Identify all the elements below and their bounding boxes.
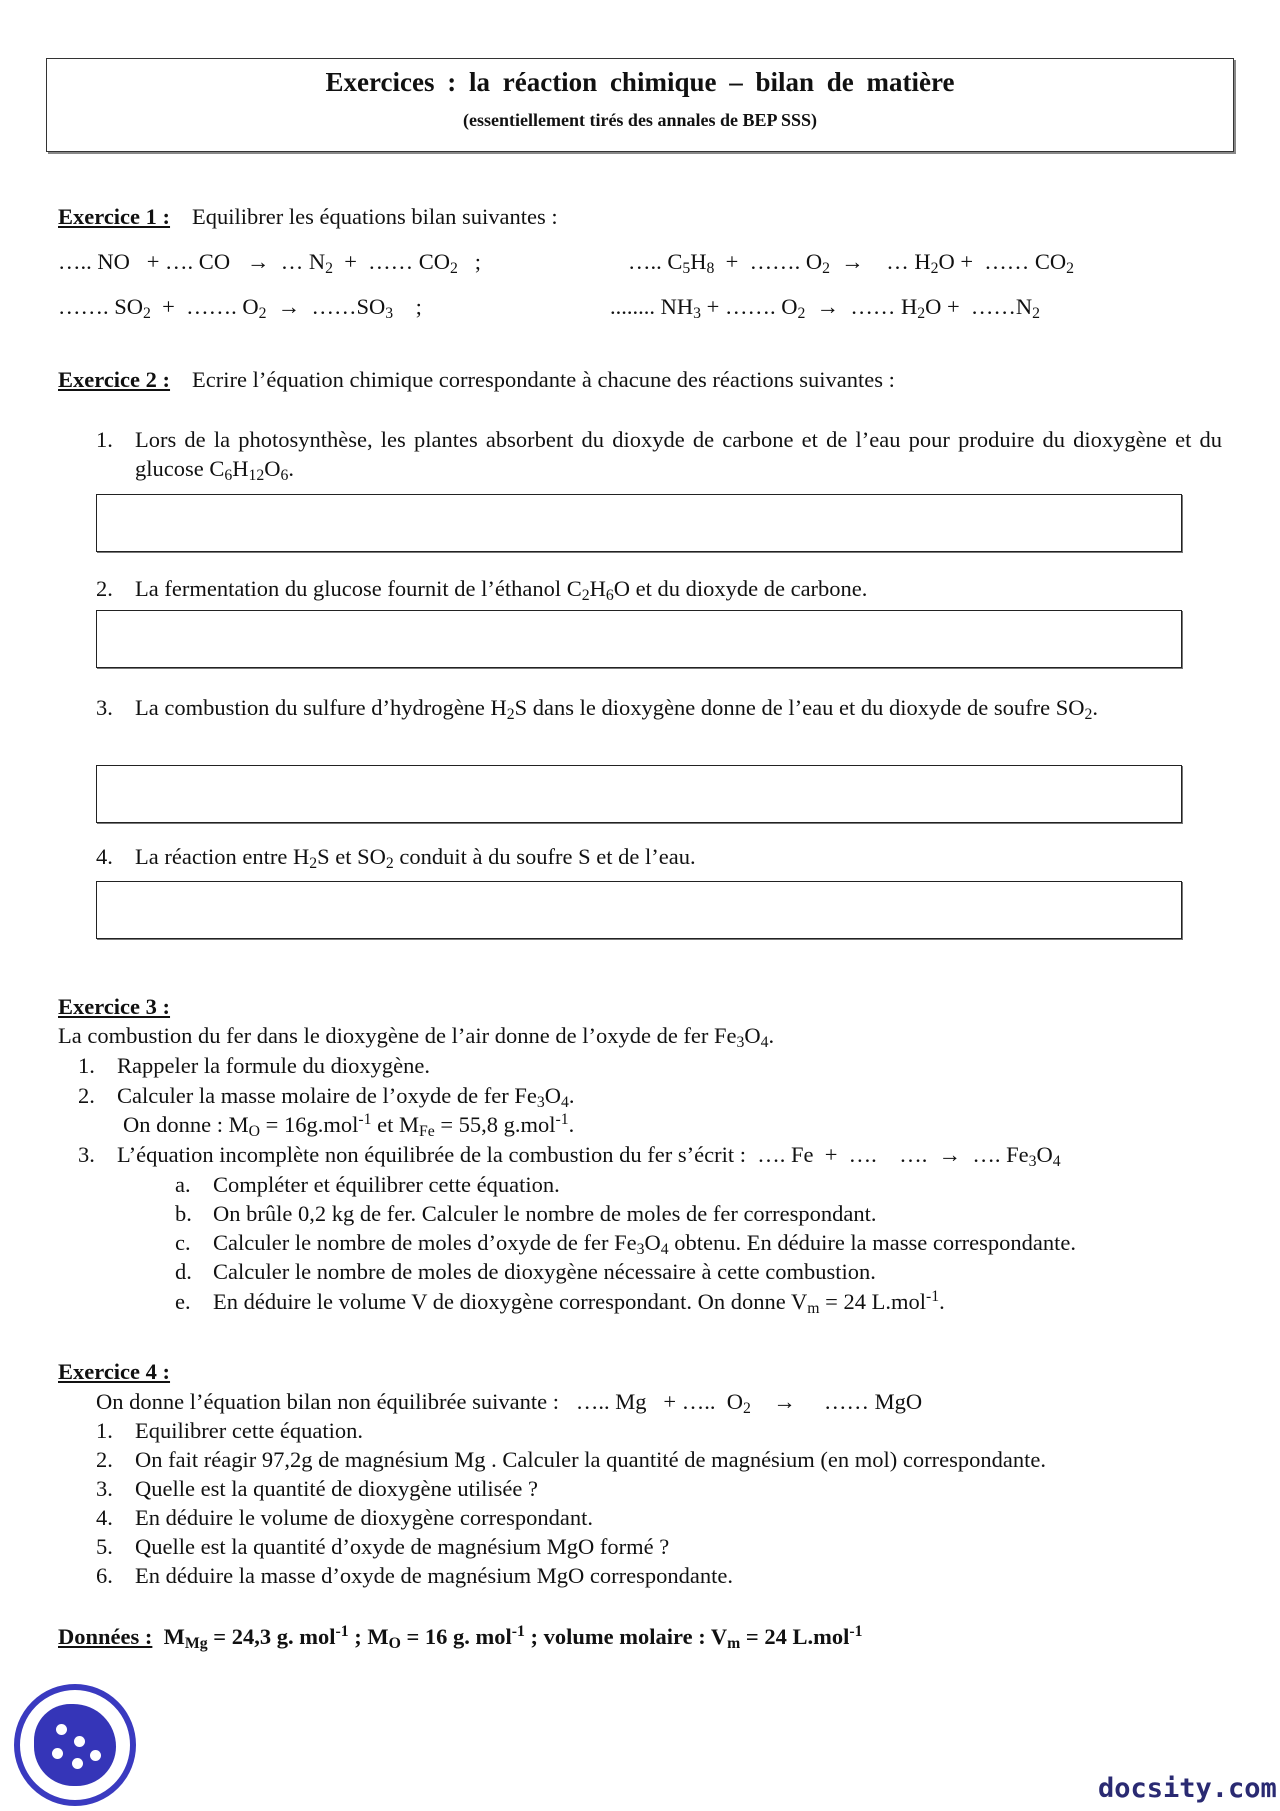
exercise-3-q3: L’équation incomplète non équilibrée de la combustion du fer s’écrit : …. Fe + …. …. → …. $Fe_3O_4$ — [117, 1142, 1061, 1170]
exercise-3-sub-e: En déduire le volume V de dioxygène correspondant. On donne $V_m = 24$ L.mol$^{-1}$. — [213, 1288, 945, 1317]
exercise-4-intro: On donne l’équation bilan non équilibrée suivante : ….. Mg + ….. $O_2$ → …… MgO — [96, 1389, 923, 1417]
equation-2: ….. $C_5H_8$ + ……. $O_2$ → … $H_2O$ + …… $CO_2$ — [628, 249, 1075, 277]
answer-box-4[interactable] — [96, 881, 1182, 939]
exercise-3-sub-d: Calculer le nombre de moles de dioxygène nécessaire à cette combustion. — [213, 1259, 876, 1284]
exercise-4-q6: En déduire la masse d’oxyde de magnésium MgO correspondante. — [135, 1563, 733, 1588]
exercise-4-num-1: 1. — [96, 1418, 113, 1443]
exercise-3-letter-e: e. — [175, 1289, 191, 1314]
exercise-3-q1: Rappeler la formule du dioxygène. — [117, 1053, 431, 1078]
exercise-2-heading — [58, 365, 1228, 394]
exercise-4-q1: Equilibrer cette équation. — [135, 1418, 364, 1443]
exercise-2-item-3: 3. La combustion du sulfure d’hydrogène $H_2S$ dans le dioxygène donne de l’eau et du dioxyde de soufre $SO_2$. — [96, 695, 1099, 723]
exercise-4-q5: Quelle est la quantité d’oxyde de magnésium MgO formé ? — [135, 1534, 670, 1559]
exercise-4-q2: On fait réagir 97,2g de magnésium Mg . Calculer la quantité de magnésium (en mol) correspondante. — [135, 1447, 1046, 1472]
exercise-4-q3: Quelle est la quantité de dioxygène utilisée ? — [135, 1476, 538, 1501]
exercise-3-sub-c: Calculer le nombre de moles d’oxyde de fer $Fe_3O_4$ obtenu. En déduire la masse correspondante. — [213, 1230, 1076, 1258]
title-box — [46, 58, 1234, 152]
exercise-2-instruction: Ecrire l’équation chimique correspondante à chacune des réactions suivantes : — [192, 367, 895, 392]
exercise-3-q2: Calculer la masse molaire de l’oxyde de fer $Fe_3O_4$. — [117, 1083, 575, 1111]
exercise-3-letter-a: a. — [175, 1172, 191, 1197]
exercise-3-num-2: 2. — [78, 1083, 95, 1108]
data-line: Données : $M_{Mg} = 24,3$ g. mol$^{-1}$ ; $M_O = 16$ g. mol$^{-1}$ ; volume molaire : $V_m = 24$ L.mol$^{-1}$ — [58, 1623, 863, 1652]
answer-box-2[interactable] — [96, 610, 1182, 668]
exercise-1-heading — [58, 202, 1228, 231]
exercise-2-title: Exercice 2 : — [58, 367, 171, 392]
exercise-2-item-1: 1. Lors de la photosynthèse, les plantes absorbent du dioxyde de carbone et de l’eau pour produire du dioxygène et du glucose $C_6H_{12}O_6$. — [96, 427, 1222, 485]
docsity-watermark[interactable]: docsity.com — [1098, 1773, 1277, 1804]
exercise-3-given: On donne : $M_O = 16g.mol^{-1}$ et $M_{Fe} = 55,8$ g.mol$^{-1}$. — [123, 1111, 575, 1140]
exercise-4-num-6: 6. — [96, 1563, 113, 1588]
exercise-2-item-2: 2. La fermentation du glucose fournit de l’éthanol $C_2H_6O$ et du dioxyde de carbone. — [96, 576, 868, 604]
exercise-3-sub-a: Compléter et équilibrer cette équation. — [213, 1172, 560, 1197]
data-label: Données : — [58, 1624, 153, 1649]
exercise-4-title: Exercice 4 : — [58, 1359, 171, 1384]
exercise-3-intro: La combustion du fer dans le dioxygène de l’air donne de l’oxyde de fer $Fe_3O_4$. — [58, 1023, 775, 1051]
exercise-4-num-5: 5. — [96, 1534, 113, 1559]
exercise-3-letter-d: d. — [175, 1259, 192, 1284]
exercise-4-num-3: 3. — [96, 1476, 113, 1501]
exercise-1-instruction: Equilibrer les équations bilan suivantes : — [192, 204, 558, 229]
equation-3: ……. $SO_2$ + ……. $O_2$ → $\dots\dots SO_3$ ; — [58, 294, 422, 322]
exercise-1-title: Exercice 1 : — [58, 204, 171, 229]
exercise-4-num-2: 2. — [96, 1447, 113, 1472]
docsity-logo — [14, 1684, 136, 1806]
answer-box-3[interactable] — [96, 765, 1182, 823]
exercise-4-q4: En déduire le volume de dioxygène correspondant. — [135, 1505, 593, 1530]
page-subtitle: (essentiellement tirés des annales de BEP SSS) — [463, 110, 817, 131]
logo-shape — [34, 1704, 116, 1786]
logo-dot — [56, 1724, 67, 1735]
equation-4: ........ $NH_3$ + ……. $O_2$ → …… $H_2O$ + $\dots\dots N_2$ — [610, 294, 1041, 322]
logo-dot — [52, 1748, 63, 1759]
equation-1: ….. NO + …. CO → … $N_2$ + …… $CO_2$ ; — [58, 249, 482, 277]
logo-dot — [72, 1758, 83, 1769]
exercise-3-num-3: 3. — [78, 1142, 95, 1167]
logo-dot — [74, 1736, 85, 1747]
logo-dot — [90, 1750, 101, 1761]
exercise-3-letter-c: c. — [175, 1230, 191, 1255]
exercise-2-item-4: 4. La réaction entre $H_2S$ et $SO_2$ conduit à du soufre S et de l’eau. — [96, 844, 696, 872]
exercise-3-num-1: 1. — [78, 1053, 95, 1078]
exercise-4-num-4: 4. — [96, 1505, 113, 1530]
exercise-3-sub-b: On brûle 0,2 kg de fer. Calculer le nombre de moles de fer correspondant. — [213, 1201, 877, 1226]
answer-box-1[interactable] — [96, 494, 1182, 552]
exercise-3-title: Exercice 3 : — [58, 994, 171, 1019]
exercise-3-letter-b: b. — [175, 1201, 192, 1226]
page-title: Exercices : la réaction chimique – bilan de matière — [325, 67, 955, 97]
